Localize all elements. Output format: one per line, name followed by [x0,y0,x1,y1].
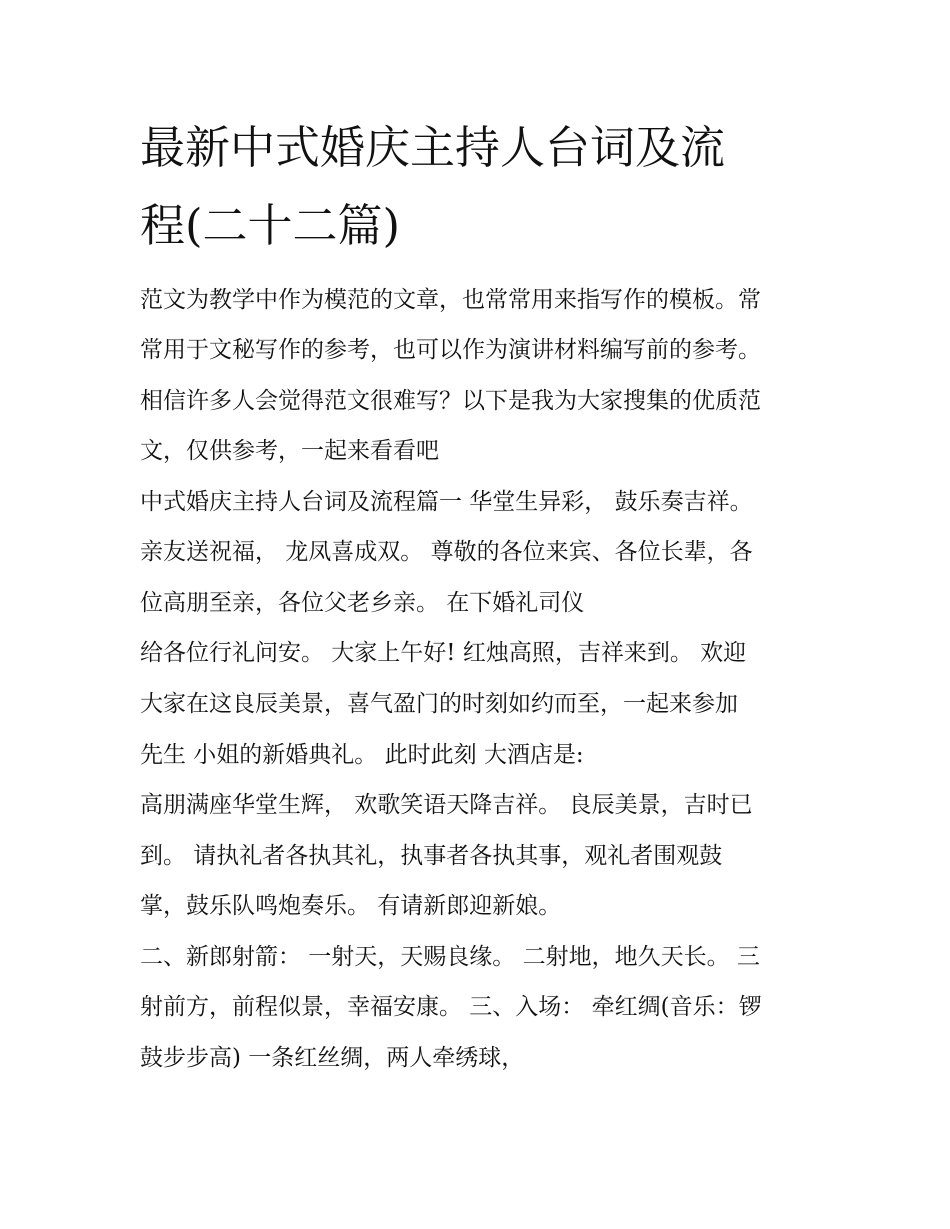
body-line: 掌，鼓乐队鸣炮奏乐。 有请新郎迎新娘。 [140,893,562,919]
body-line: 射前方，前程似景，幸福安康。 三、入场： 牵红绸(音乐：锣 [140,994,762,1020]
body-line: 中式婚庆主持人台词及流程篇一 华堂生异彩， 鼓乐奏吉祥。 [140,489,753,515]
body-line: 常用于文秘写作的参考，也可以作为演讲材料编写前的参考。 [140,337,761,363]
document-title-line-1: 最新中式婚庆主持人台词及流 [140,121,726,174]
body-line: 相信许多人会觉得范文很难写？以下是我为大家搜集的优质范 [140,388,761,414]
body-line: 高朋满座华堂生辉， 欢歌笑语天降吉祥。 良辰美景，吉时已 [140,792,753,818]
body-line: 鼓步步高) 一条红丝绸，两人牵绣球， [140,1045,525,1071]
body-line: 给各位行礼问安。 大家上午好! 红烛高照，吉祥来到。 欢迎 [140,640,747,666]
body-line: 范文为教学中作为模范的文章，也常常用来指写作的模板。常 [140,287,761,313]
body-line: 到。 请执礼者各执其礼，执事者各执其事，观礼者围观鼓 [140,843,723,869]
body-line: 亲友送祝福， 龙凤喜成双。 尊敬的各位来宾、各位长辈，各 [140,539,753,565]
body-line: 大家在这良辰美景，喜气盈门的时刻如约而至，一起来参加 [140,691,738,717]
body-line: 位高朋至亲，各位父老乡亲。 在下婚礼司仪 [140,590,585,616]
body-line: 先生 小姐的新婚典礼。 此时此刻 大酒店是: [140,742,584,768]
body-line: 文，仅供参考，一起来看看吧 [140,438,439,464]
body-line: 二、新郎射箭： 一射天，天赐良缘。 二射地，地久天长。 三 [140,944,760,970]
document-title-line-2: 程(二十二篇) [140,199,401,252]
